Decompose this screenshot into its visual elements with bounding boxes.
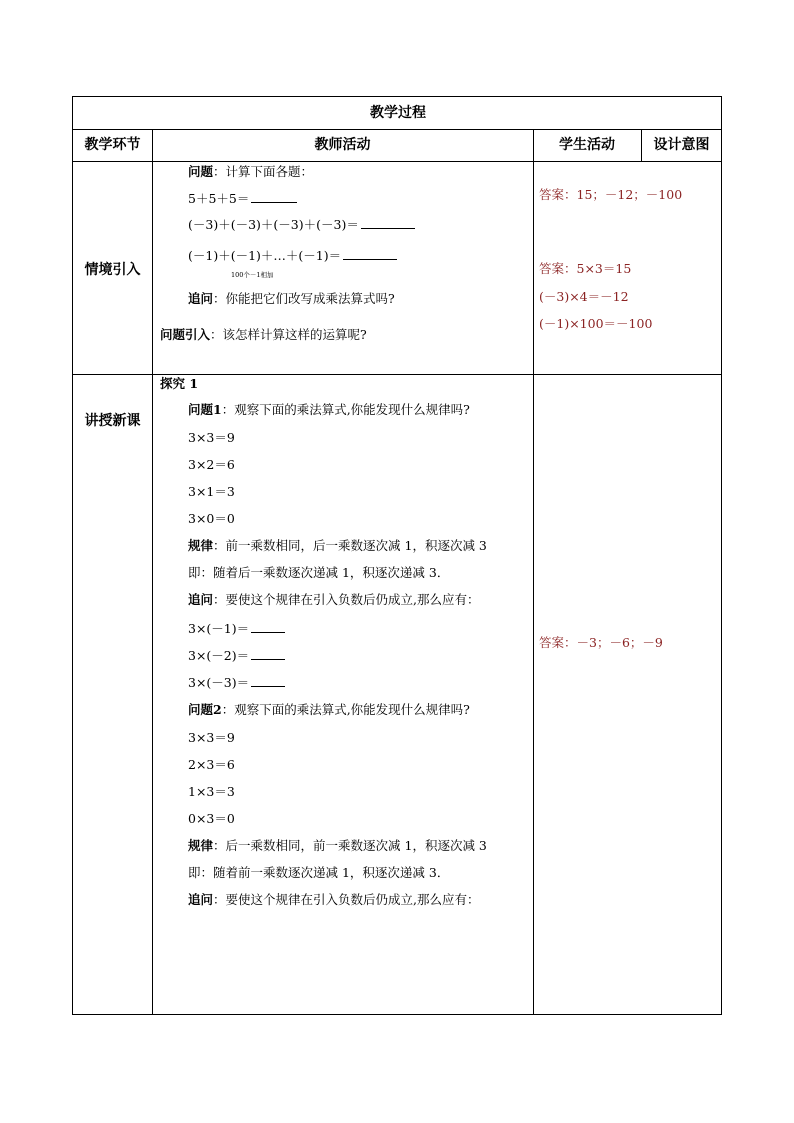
row-divider <box>73 161 721 162</box>
fill-line <box>188 674 285 691</box>
rule2-label: 规律 <box>188 838 214 853</box>
student-answer-1: 答案：15；－12；－100 <box>539 187 683 202</box>
question1-line <box>188 402 470 418</box>
column-divider <box>152 129 153 1015</box>
teaching-process-table <box>72 96 722 1015</box>
question-label: 问题 <box>188 164 214 179</box>
fill-line <box>188 647 285 664</box>
row-divider <box>73 374 721 375</box>
rule1-line <box>188 538 487 554</box>
followup1-line <box>188 592 480 608</box>
underbrace-note: 100个－1相加 <box>231 271 274 279</box>
intro-label: 问题引入 <box>160 327 211 342</box>
followup2-line <box>188 892 480 908</box>
intro-text: ：该怎样计算这样的运算呢? <box>210 327 367 342</box>
equation: 2×3＝6 <box>188 757 235 772</box>
followup1-label: 追问 <box>188 592 214 607</box>
rule2-continuation: 即：随着前一乘数逐次递减 1，积逐次递减 3． <box>188 865 450 880</box>
followup2-label: 追问 <box>188 892 214 907</box>
equation: 1×3＝3 <box>188 784 235 799</box>
equation: 3×2＝6 <box>188 457 235 472</box>
calc-expression: (－3)＋(－3)＋(－3)＋(－3)＝ <box>188 217 359 232</box>
calc-line-1 <box>188 190 297 207</box>
equation: 0×3＝0 <box>188 811 235 826</box>
column-divider <box>533 129 534 1015</box>
equation: 3×3＝9 <box>188 730 235 745</box>
table-title: 教学过程 <box>370 105 426 121</box>
calc-expression: (－1)＋(－1)＋…＋(－1)＝ <box>188 248 342 263</box>
stage-new-lesson: 讲授新课 <box>84 413 141 429</box>
followup1-text: ：要使这个规律在引入负数后仍成立,那么应有： <box>213 592 480 607</box>
question-line <box>188 164 313 180</box>
calc-expression: 5＋5＋5＝ <box>188 191 250 206</box>
question2-line <box>188 702 470 718</box>
student-answer-4: (－1)×100＝－100 <box>539 316 653 331</box>
header-teacher-activity: 教师活动 <box>314 137 371 153</box>
fill-expression: 3×(－1)＝ <box>188 621 250 636</box>
rule2-line <box>188 838 487 854</box>
followup-text: ：你能把它们改写成乘法算式吗? <box>213 291 395 306</box>
calc-line-3 <box>188 247 397 264</box>
answer-blank <box>251 190 297 203</box>
calc-line-2 <box>188 216 415 233</box>
answer-blank <box>251 674 285 687</box>
followup-label: 追问 <box>188 291 214 306</box>
answer-blank <box>251 620 285 633</box>
intro-question-line <box>160 327 367 343</box>
rule1-label: 规律 <box>188 538 214 553</box>
question2-label: 问题2 <box>188 702 222 717</box>
student-answer-3: (－3)×4＝－12 <box>539 289 629 304</box>
question1-label: 问题1 <box>188 402 222 417</box>
stage-situation-intro: 情境引入 <box>84 262 141 278</box>
row-divider <box>73 129 721 130</box>
equation: 3×3＝9 <box>188 430 235 445</box>
answer-blank <box>251 647 285 660</box>
equation: 3×0＝0 <box>188 511 235 526</box>
header-design-intent: 设计意图 <box>653 137 710 153</box>
followup2-text: ：要使这个规律在引入负数后仍成立,那么应有： <box>213 892 480 907</box>
followup-line <box>188 291 395 307</box>
fill-line <box>188 620 285 637</box>
answer-blank <box>343 247 397 260</box>
header-student-activity: 学生活动 <box>559 137 615 153</box>
fill-expression: 3×(－3)＝ <box>188 675 250 690</box>
answer-blank <box>361 216 415 229</box>
explore-title: 探究 1 <box>160 376 199 391</box>
equation: 3×1＝3 <box>188 484 235 499</box>
question2-text: ：观察下面的乘法算式,你能发现什么规律吗? <box>221 702 470 717</box>
rule2-text: ：后一乘数相同，前一乘数逐次减 1，积逐次减 3 <box>213 838 487 853</box>
rule1-continuation: 即：随着后一乘数逐次递减 1，积逐次递减 3． <box>188 565 450 580</box>
question1-text: ：观察下面的乘法算式,你能发现什么规律吗? <box>221 402 470 417</box>
question-text: ：计算下面各题： <box>213 164 314 179</box>
rule1-text: ：前一乘数相同，后一乘数逐次减 1，积逐次减 3 <box>213 538 487 553</box>
student-answer-2: 答案：5×3＝15 <box>539 261 632 276</box>
student-answer-5: 答案：－3；－6；－9 <box>539 635 663 650</box>
header-stage: 教学环节 <box>84 137 141 153</box>
fill-expression: 3×(－2)＝ <box>188 648 250 663</box>
